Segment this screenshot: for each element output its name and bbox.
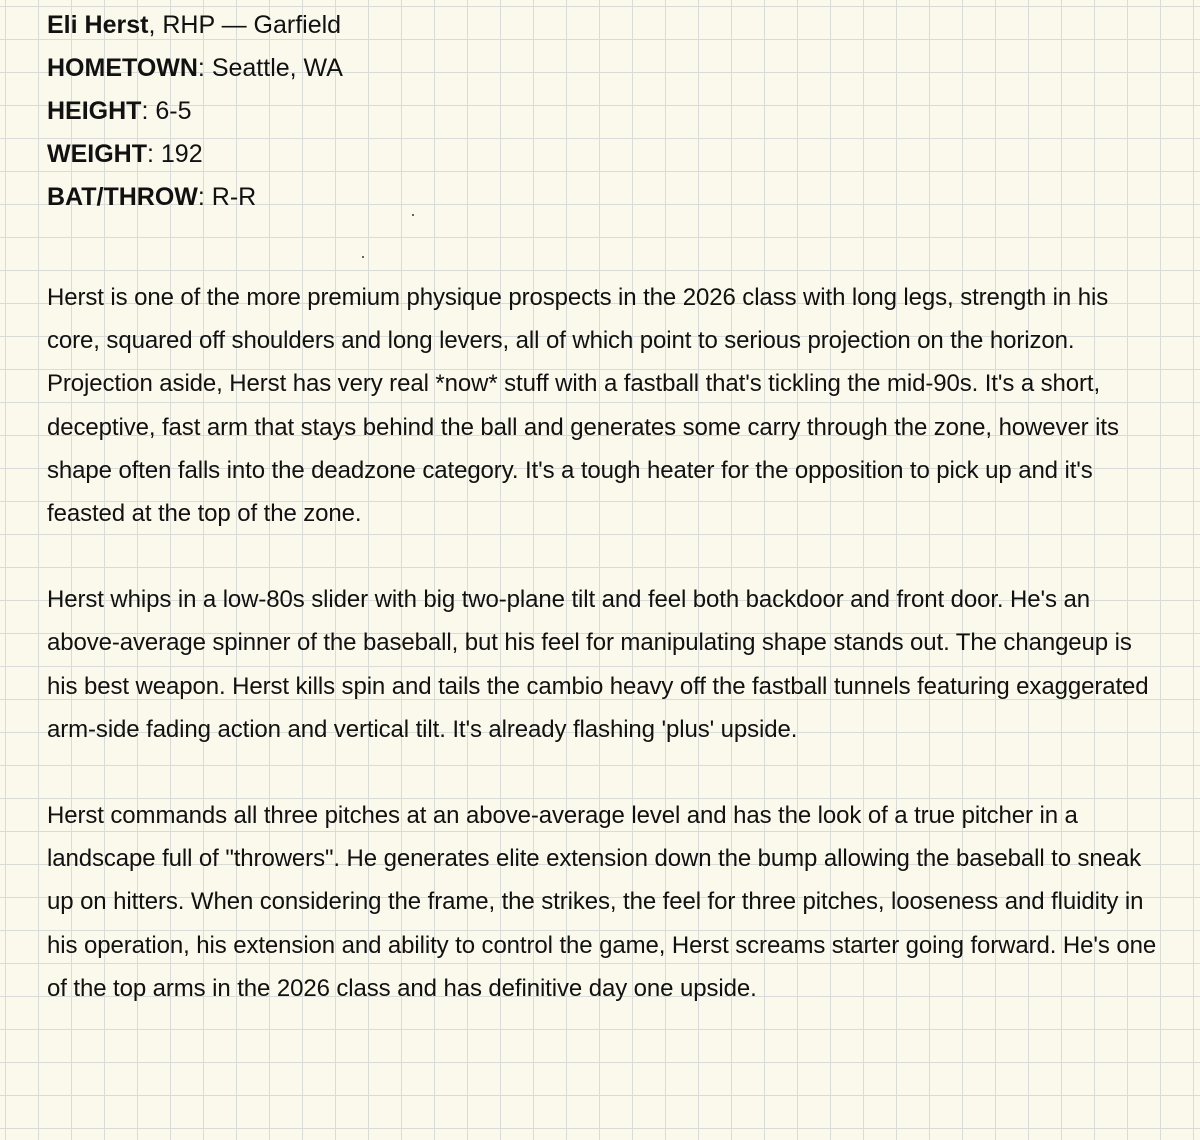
height-line bbox=[47, 90, 1167, 133]
weight-value: : 192 bbox=[147, 140, 203, 168]
bat-throw-line bbox=[47, 176, 1167, 219]
player-position-team: , RHP — Garfield bbox=[148, 11, 342, 39]
weight-label: WEIGHT bbox=[47, 140, 147, 168]
player-info-header bbox=[47, 4, 1167, 219]
height-label: HEIGHT bbox=[47, 97, 142, 125]
player-name: Eli Herst bbox=[47, 11, 149, 39]
bat-throw-label: BAT/THROW bbox=[47, 183, 198, 211]
report-paragraph-fastball: Herst is one of the more premium physique prospects in the 2026 class with long legs, strength in his core, squared off shoulders and long levers, all of which point to serious projection on the horizon. Projection aside, Herst has very real *now* stuff with a fastball that's tickling the mid-90s. It's a short, deceptive, fast arm that stays behind the ball and generates some carry through the zone, however its shape often falls into the deadzone category. It's a tough heater for the opposition to pick up and it's feasted at the top of the zone. bbox=[47, 284, 1119, 528]
weight-line bbox=[47, 133, 1167, 176]
bat-throw-value: : R-R bbox=[197, 183, 257, 211]
hometown-label: HOMETOWN bbox=[47, 54, 198, 82]
stray-dot bbox=[412, 214, 414, 216]
hometown-value: : Seattle, WA bbox=[197, 54, 343, 82]
report-paragraph-command-summary: Herst commands all three pitches at an above-average level and has the look of a true pitcher in a landscape full of "throwers". He generates elite extension down the bump allowing the baseball to sneak up on hitters. When considering the frame, the strikes, the feel for three pitches, looseness and fluidity in his operation, his extension and ability to control the game, Herst screams starter going forward. He's one of the top arms in the 2026 class and has definitive day one upside. bbox=[47, 802, 1157, 1002]
stray-dot bbox=[362, 256, 364, 258]
scouting-note bbox=[47, 0, 1167, 1053]
player-name-line bbox=[47, 4, 1167, 47]
scouting-report-body bbox=[47, 276, 1167, 1010]
report-paragraph-secondary-pitches: Herst whips in a low-80s slider with big two-plane tilt and feel both backdoor and front door. He's an above-average spinner of the baseball, but his feel for manipulating shape stands out. The changeup is his best weapon. Herst kills spin and tails the cambio heavy off the fastball tunnels featuring exaggerated arm-side fading action and vertical tilt. It's already flashing 'plus' upside. bbox=[47, 586, 1149, 743]
hometown-line bbox=[47, 47, 1167, 90]
height-value: : 6-5 bbox=[141, 97, 192, 125]
